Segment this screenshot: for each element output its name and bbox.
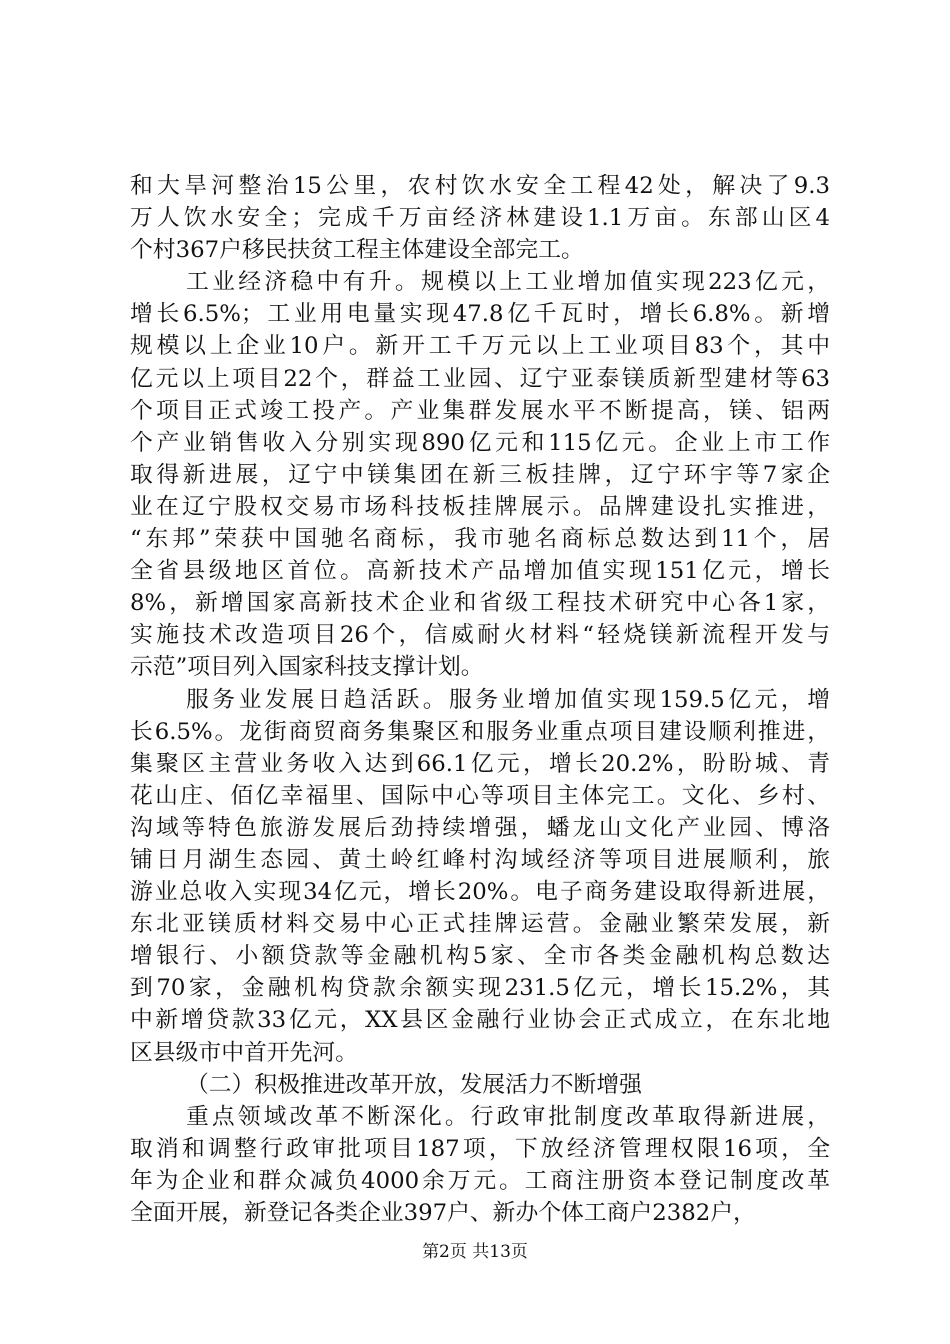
paragraph: [130, 1101, 830, 1229]
text-line: 花山庄、佰亿幸福里、国际中心等项目主体完工。文化、乡村、: [130, 782, 830, 809]
text-line: 到70家，金融机构贷款余额实现231.5亿元，增长15.2%，其: [130, 975, 830, 1002]
text-line: “东邦”荣获中国驰名商标，我市驰名商标总数达到11个，居: [130, 526, 830, 553]
paragraph: [130, 266, 830, 683]
text-line: 重点领域改革不断深化。行政审批制度改革取得新进展，: [186, 1103, 830, 1130]
document-body: [130, 170, 830, 1229]
text-line: 8%，新增国家高新技术企业和省级工程技术研究中心各1家，: [130, 590, 830, 617]
text-line: 业在辽宁股权交易市场科技板挂牌展示。品牌建设扎实推进，: [130, 493, 830, 520]
text-line: 取得新进展，辽宁中镁集团在新三板挂牌，辽宁环宇等7家企: [130, 461, 830, 488]
text-line: 和大旱河整治15公里，农村饮水安全工程42处，解决了9.3: [130, 173, 830, 199]
text-line: 个项目正式竣工投产。产业集群发展水平不断提高，镁、铝两: [130, 397, 830, 424]
text-line: 万人饮水安全；完成千万亩经济林建设1.1万亩。东部山区4: [130, 205, 830, 232]
text-line: 年为企业和群众减负4000余万元。工商注册资本登记制度改革: [130, 1167, 830, 1194]
text-line: 增银行、小额贷款等金融机构5家、全市各类金融机构总数达: [130, 943, 830, 970]
text-line: 集聚区主营业务收入达到66.1亿元，增长20.2%，盼盼城、青: [130, 750, 830, 777]
text-line: 规模以上企业10户。新开工千万元以上工业项目83个，其中: [130, 333, 830, 360]
paragraph: [130, 170, 830, 266]
text-line: 全面开展，新登记各类企业397户、新办个体工商户2382户，: [130, 1200, 756, 1226]
text-line: 实施技术改造项目26个，信威耐火材料“轻烧镁新流程开发与: [130, 622, 830, 649]
text-line: 示范”项目列入国家科技支撑计划。: [130, 654, 484, 681]
text-line: 个产业销售收入分别实现890亿元和115亿元。企业上市工作: [130, 429, 830, 456]
page-footer: 第2页 共13页: [422, 1242, 528, 1262]
text-line: 工业经济稳中有升。规模以上工业增加值实现223亿元，: [186, 269, 830, 296]
text-line: 长6.5%。龙街商贸商务集聚区和服务业重点项目建设顺利推进，: [130, 718, 830, 745]
text-line: 全省县级地区首位。高新技术产品增加值实现151亿元，增长: [130, 558, 830, 585]
text-line: 东北亚镁质材料交易中心正式挂牌运营。金融业繁荣发展，新: [130, 911, 830, 938]
text-line: 沟域等特色旅游发展后劲持续增强，蟠龙山文化产业园、博洛: [130, 814, 830, 841]
text-line: （二）积极推进改革开放，发展活力不断增强: [186, 1071, 642, 1098]
text-line: 区县级市中首开先河。: [130, 1039, 358, 1066]
text-line: 亿元以上项目22个，群益工业园、辽宁亚泰镁质新型建材等63: [130, 365, 830, 392]
text-line: 中新增贷款33亿元，XX县区金融行业协会正式成立，在东北地: [130, 1007, 830, 1034]
text-line: 游业总收入实现34亿元，增长20%。电子商务建设取得新进展，: [130, 879, 830, 906]
text-line: 增长6.5%；工业用电量实现47.8亿千瓦时，增长6.8%。新增: [130, 301, 830, 328]
text-line: 取消和调整行政审批项目187项，下放经济管理权限16项，全: [130, 1135, 830, 1162]
text-line: 服务业发展日趋活跃。服务业增加值实现159.5亿元，增: [186, 686, 830, 713]
paragraph: [130, 1069, 830, 1101]
paragraph: [130, 684, 830, 1069]
text-line: 个村367户移民扶贫工程主体建设全部完工。: [130, 237, 584, 264]
text-line: 铺日月湖生态园、黄土岭红峰村沟域经济等项目进展顺利，旅: [130, 846, 830, 873]
